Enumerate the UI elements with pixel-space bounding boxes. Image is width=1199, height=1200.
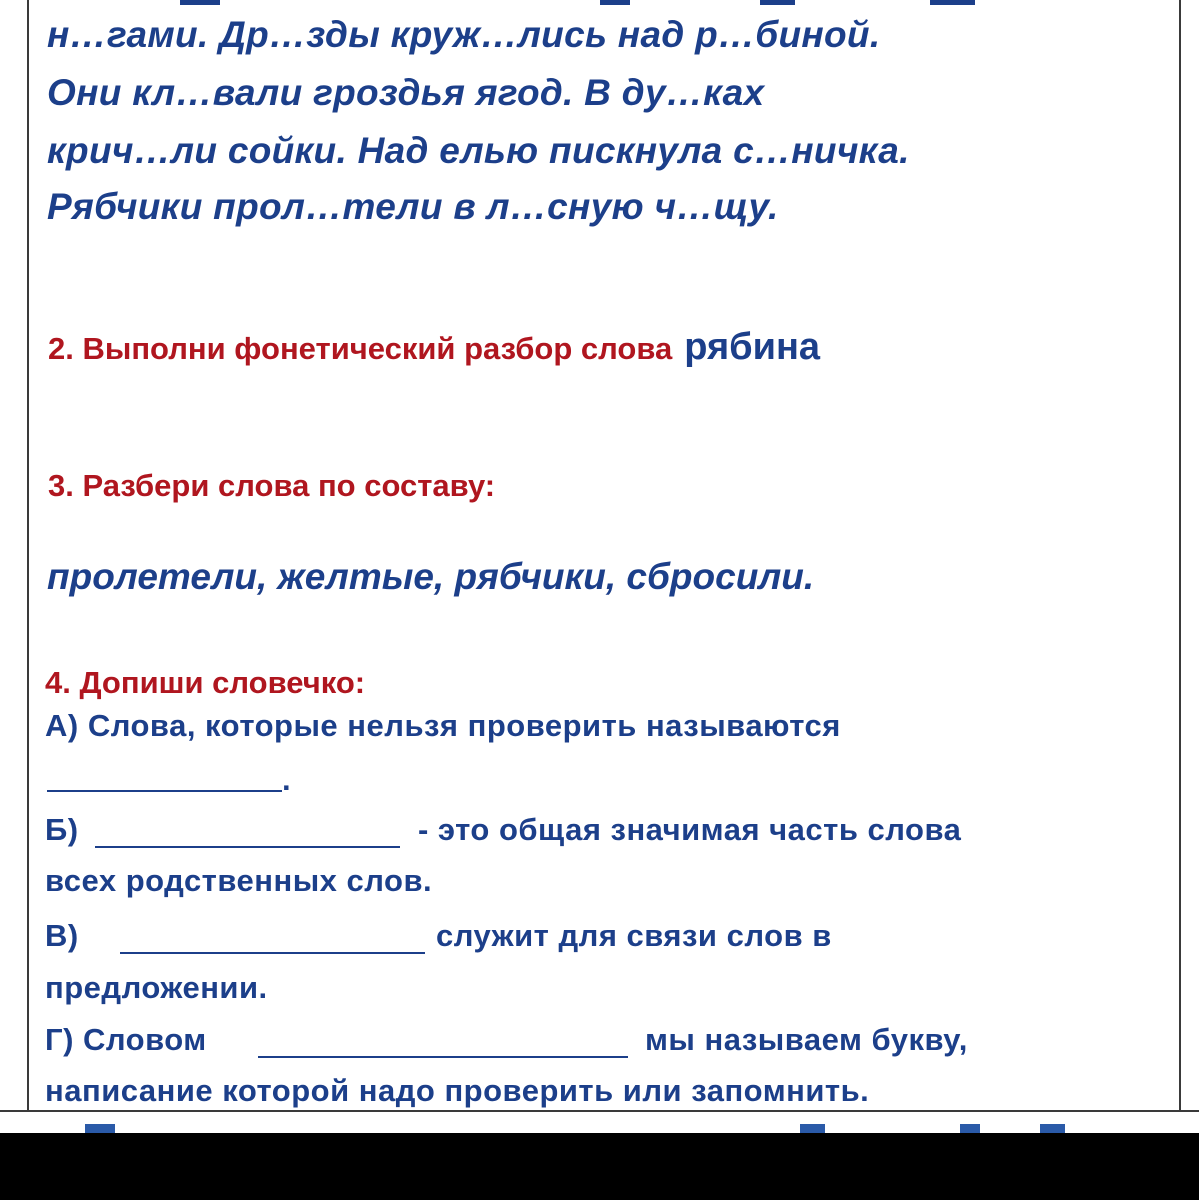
question-g-blank — [258, 1056, 628, 1058]
question-b-blank — [95, 846, 400, 848]
question-g-label: Г) Словом — [45, 1022, 207, 1057]
story-line-4: Рябчики прол…тели в л…сную ч…щу. — [47, 186, 779, 227]
question-v-text: служит для связи слов в — [436, 918, 832, 953]
question-v-line-2: предложении. — [45, 970, 268, 1005]
question-g-text: мы называем букву, — [645, 1022, 968, 1057]
story-line-3: крич…ли сойки. Над елью пискнула с…ничка. — [47, 130, 910, 171]
table-border-bottom — [0, 1110, 1199, 1112]
task-2-word: рябина — [684, 326, 821, 368]
question-v-blank — [120, 952, 425, 954]
story-line-1: н…гами. Др…зды круж…лись над р…биной. — [47, 14, 881, 55]
question-g-line-2: написание которой надо проверить или запомнить. — [45, 1073, 870, 1108]
question-b-label: Б) — [45, 812, 79, 847]
task-2-heading — [48, 326, 820, 369]
question-b-line-2: всех родственных слов. — [45, 863, 433, 898]
task-3-heading: 3. Разбери слова по составу: — [48, 468, 496, 503]
question-b-text: - это общая значимая часть слова — [418, 812, 962, 847]
question-a-blank — [47, 790, 282, 792]
bottom-black-bar — [0, 1133, 1199, 1200]
story-line-2: Они кл…вали гроздья ягод. В ду…ках — [47, 72, 765, 113]
table-border-left — [27, 0, 29, 1110]
cut-off-next-line — [80, 1120, 1080, 1133]
question-a-text: А) Слова, которые нельзя проверить называются — [45, 708, 841, 743]
task-3-words: пролетели, желтые, рябчики, сбросили. — [47, 556, 815, 597]
task-2-label: 2. Выполни фонетический разбор слова — [48, 331, 673, 366]
task-4-heading: 4. Допиши словечко: — [45, 665, 366, 700]
table-border-right — [1179, 0, 1181, 1110]
question-a-period: . — [282, 762, 291, 797]
question-v-label: В) — [45, 918, 79, 953]
